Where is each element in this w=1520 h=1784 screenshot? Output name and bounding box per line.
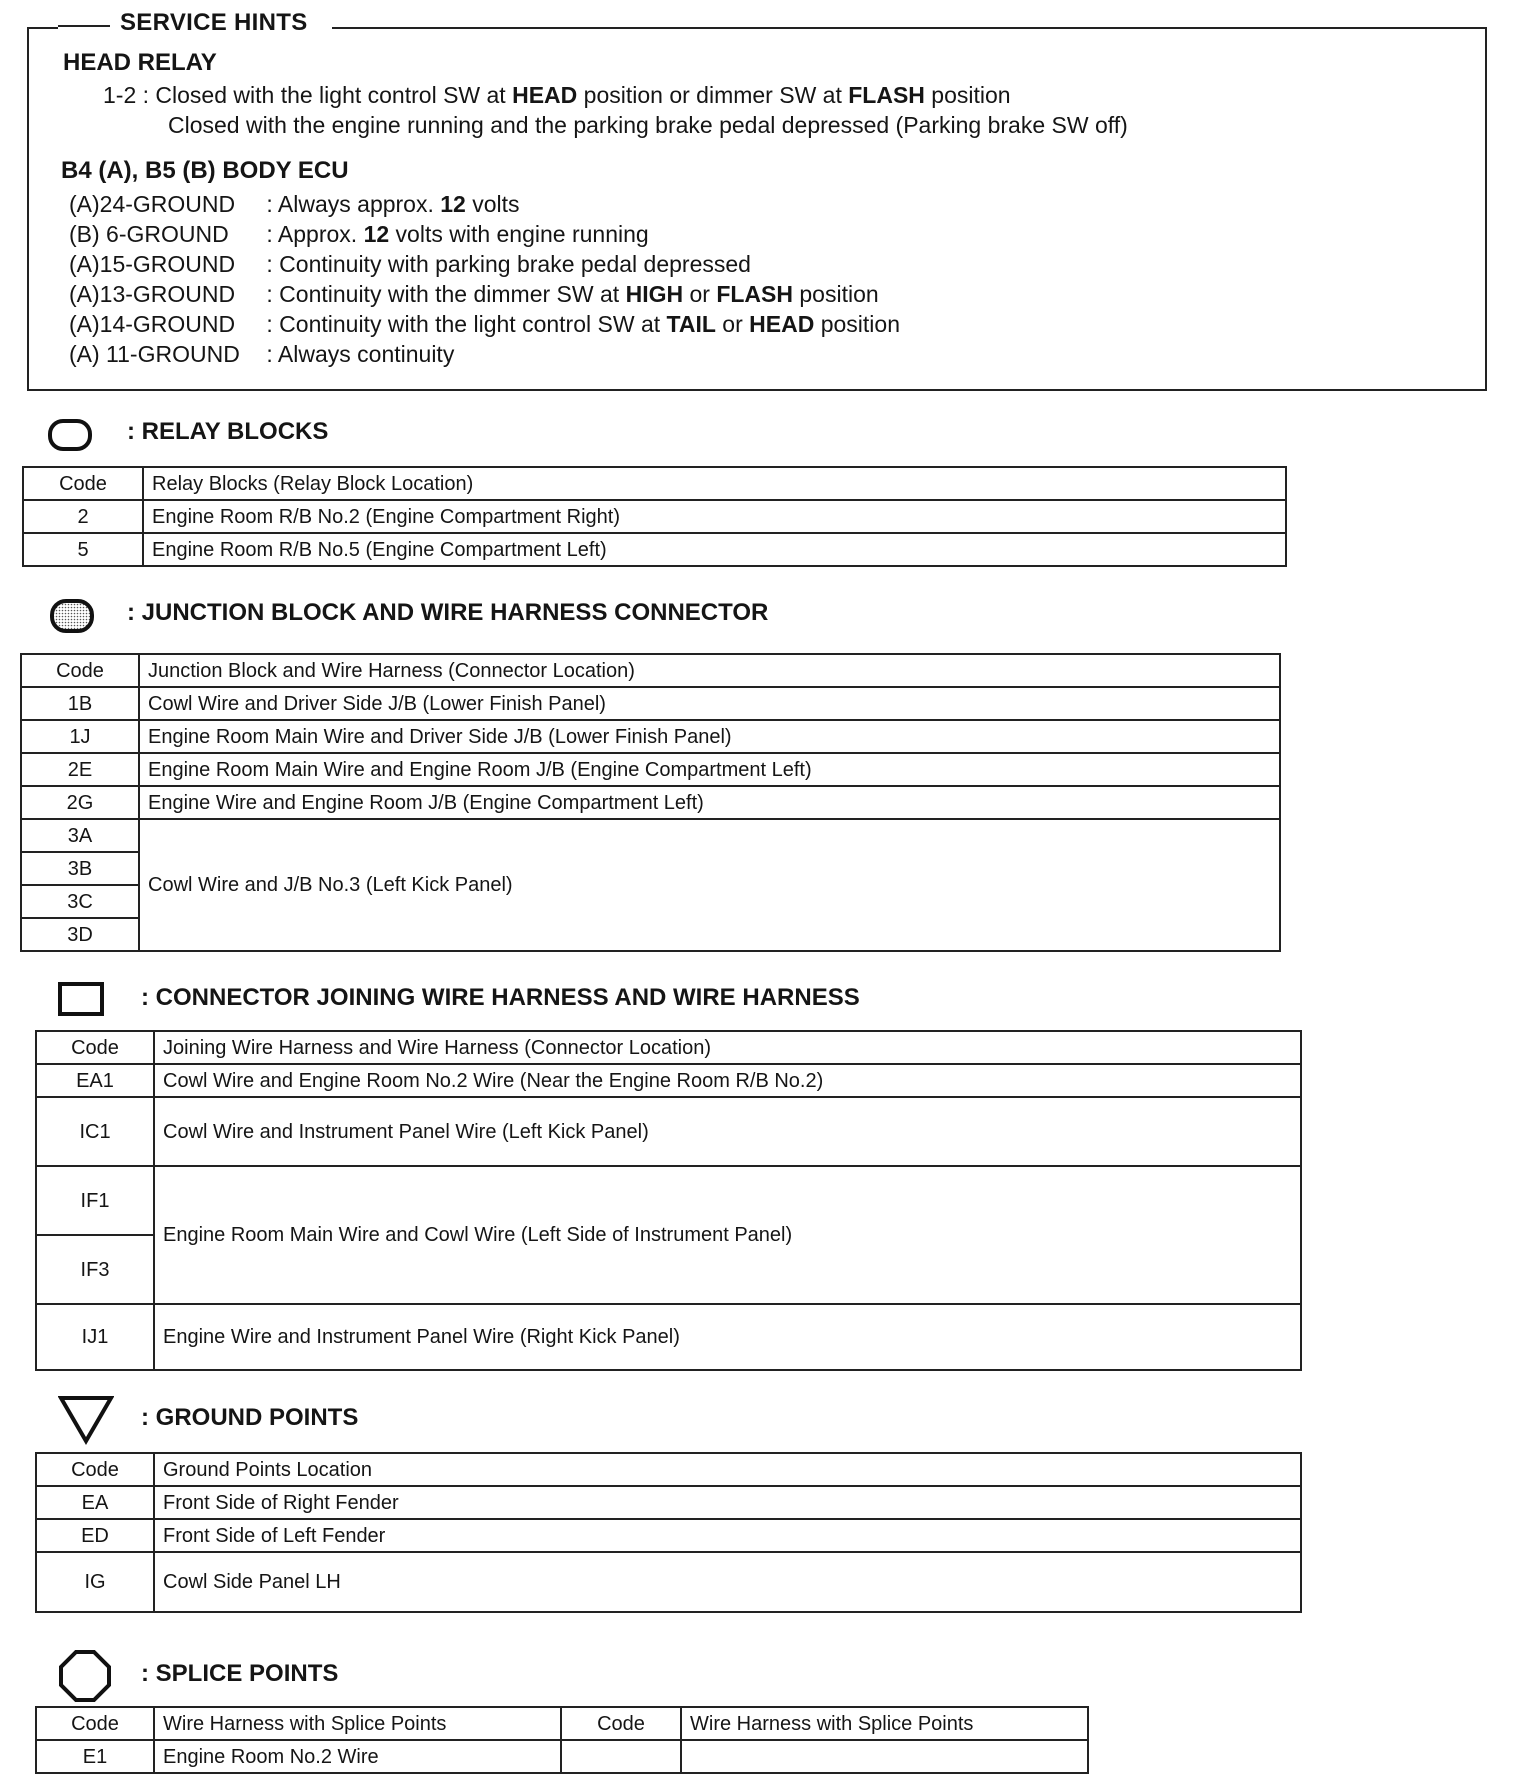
row-code: IF3 (36, 1235, 154, 1304)
table-header-row (36, 1453, 1301, 1486)
text-bold: FLASH (848, 82, 925, 108)
table-header-desc: Joining Wire Harness and Wire Harness (Connector Location) (154, 1031, 1301, 1064)
row-desc (681, 1740, 1088, 1773)
table-row (21, 753, 1280, 786)
row-code: 3A (21, 819, 139, 852)
row-code: 5 (23, 533, 143, 566)
text-bold: HEAD (512, 82, 578, 108)
junction-blocks-table (20, 653, 1281, 952)
row-code: EA (36, 1486, 154, 1519)
row-code: 2 (23, 500, 143, 533)
head-relay-heading: HEAD RELAY (63, 49, 217, 76)
line-code: (B) 6-GROUND (69, 221, 229, 247)
text: position (814, 311, 900, 337)
head-relay-code: 1-2 (103, 82, 137, 108)
text: Always continuity (277, 341, 455, 367)
table-header-row (21, 654, 1280, 687)
table-header-row (23, 467, 1286, 500)
text: position or dimmer SW at (577, 82, 849, 108)
junction-block-symbol-icon (49, 597, 95, 635)
text: Closed with the light control SW at (155, 82, 513, 108)
text-bold: HEAD (749, 311, 815, 337)
table-header-desc: Wire Harness with Splice Points (681, 1707, 1088, 1740)
table-header-desc: Wire Harness with Splice Points (154, 1707, 561, 1740)
row-desc: Front Side of Right Fender (154, 1486, 1301, 1519)
row-desc: Cowl Wire and Instrument Panel Wire (Left Kick Panel) (154, 1097, 1301, 1166)
text: or (715, 311, 750, 337)
line-code: (A)24-GROUND (69, 191, 236, 217)
row-code: IC1 (36, 1097, 154, 1166)
row-desc: Front Side of Left Fender (154, 1519, 1301, 1552)
table-header-code: Code (36, 1031, 154, 1064)
text: Continuity with parking brake pedal depressed (279, 251, 751, 277)
row-desc: Cowl Wire and Engine Room No.2 Wire (Near the Engine Room R/B No.2) (154, 1064, 1301, 1097)
table-row (21, 687, 1280, 720)
text-bold: HIGH (625, 281, 684, 307)
row-desc: Cowl Wire and Driver Side J/B (Lower Finish Panel) (139, 687, 1280, 720)
row-code (561, 1740, 681, 1773)
splice-points-table (35, 1706, 1089, 1774)
row-desc: Engine Room R/B No.5 (Engine Compartment Left) (143, 533, 1286, 566)
table-row (21, 786, 1280, 819)
head-relay-line-2: Closed with the engine running and the parking brake pedal depressed (Parking brake SW off) (168, 112, 1128, 138)
body-ecu-line: (A)14-GROUND : Continuity with the light control SW at TAIL or HEAD position (69, 311, 900, 337)
text: volts with engine running (389, 221, 649, 247)
table-row (36, 1097, 1301, 1166)
row-desc: Cowl Side Panel LH (154, 1552, 1301, 1612)
table-row (36, 1552, 1301, 1612)
table-header-desc: Relay Blocks (Relay Block Location) (143, 467, 1286, 500)
connectors-table (35, 1030, 1302, 1371)
connectors-heading: : CONNECTOR JOINING WIRE HARNESS AND WIRE HARNESS (141, 984, 860, 1011)
table-row (36, 1519, 1301, 1552)
connector-symbol-icon (58, 982, 104, 1016)
junction-blocks-heading: : JUNCTION BLOCK AND WIRE HARNESS CONNECTOR (127, 599, 769, 626)
table-row (23, 500, 1286, 533)
row-desc: Engine Wire and Instrument Panel Wire (Right Kick Panel) (154, 1304, 1301, 1370)
row-code: E1 (36, 1740, 154, 1773)
row-code: ED (36, 1519, 154, 1552)
body-ecu-heading: B4 (A), B5 (B) BODY ECU (61, 157, 349, 184)
splice-points-heading: : SPLICE POINTS (141, 1660, 339, 1687)
body-ecu-line: (A)15-GROUND : Continuity with parking brake pedal depressed (69, 251, 751, 277)
relay-blocks-table (22, 466, 1287, 567)
text: Approx. (277, 221, 364, 247)
splice-point-symbol-icon (58, 1649, 112, 1703)
table-header-code: Code (36, 1707, 154, 1740)
body-ecu-line: (A) 11-GROUND : Always continuity (69, 341, 455, 367)
row-code: 1B (21, 687, 139, 720)
text: volts (465, 191, 520, 217)
table-header-row (36, 1707, 1088, 1740)
row-desc: Engine Room Main Wire and Engine Room J/B (Engine Compartment Left) (139, 753, 1280, 786)
table-header-code: Code (36, 1453, 154, 1486)
text-bold: 12 (363, 221, 390, 247)
line-code: (A)14-GROUND (69, 311, 236, 337)
text: position (792, 281, 879, 307)
table-row (36, 1064, 1301, 1097)
table-row (36, 1486, 1301, 1519)
table-row (21, 720, 1280, 753)
service-hints-title: SERVICE HINTS (58, 9, 332, 37)
row-desc: Engine Room Main Wire and Cowl Wire (Left Side of Instrument Panel) (154, 1166, 1301, 1304)
text: or (683, 281, 717, 307)
body-ecu-line: (B) 6-GROUND : Approx. 12 volts with engine running (69, 221, 649, 247)
text-bold: TAIL (666, 311, 716, 337)
row-code: IJ1 (36, 1304, 154, 1370)
text: position (924, 82, 1011, 108)
ground-points-table (35, 1452, 1302, 1613)
row-code: 3D (21, 918, 139, 951)
row-code: 3C (21, 885, 139, 918)
relay-block-symbol-icon (47, 418, 93, 452)
row-code: IG (36, 1552, 154, 1612)
table-header-row (36, 1031, 1301, 1064)
line-code: (A)15-GROUND (69, 251, 236, 277)
row-desc: Engine Room No.2 Wire (154, 1740, 561, 1773)
row-desc: Cowl Wire and J/B No.3 (Left Kick Panel) (139, 819, 1280, 951)
ground-points-heading: : GROUND POINTS (141, 1404, 359, 1431)
text: Continuity with the light control SW at (279, 311, 667, 337)
table-row (36, 1304, 1301, 1370)
relay-blocks-heading: : RELAY BLOCKS (127, 418, 329, 445)
row-code: 1J (21, 720, 139, 753)
text: Always approx. (277, 191, 441, 217)
table-row (36, 1166, 1301, 1235)
text: Continuity with the dimmer SW at (279, 281, 626, 307)
row-code: EA1 (36, 1064, 154, 1097)
row-code: 2G (21, 786, 139, 819)
row-code: IF1 (36, 1166, 154, 1235)
table-row (21, 819, 1280, 852)
table-header-desc: Ground Points Location (154, 1453, 1301, 1486)
row-code: 3B (21, 852, 139, 885)
table-header-code: Code (21, 654, 139, 687)
head-relay-line-1: 1-2 : Closed with the light control SW at HEAD position or dimmer SW at FLASH position (103, 82, 1011, 108)
body-ecu-line: (A)24-GROUND : Always approx. 12 volts (69, 191, 520, 217)
table-row (36, 1740, 1088, 1773)
row-desc: Engine Room R/B No.2 (Engine Compartment Right) (143, 500, 1286, 533)
line-code: (A) 11-GROUND (69, 341, 240, 367)
table-row (23, 533, 1286, 566)
table-header-desc: Junction Block and Wire Harness (Connector Location) (139, 654, 1280, 687)
row-desc: Engine Room Main Wire and Driver Side J/B (Lower Finish Panel) (139, 720, 1280, 753)
ground-point-symbol-icon (58, 1395, 114, 1445)
line-code: (A)13-GROUND (69, 281, 236, 307)
row-code: 2E (21, 753, 139, 786)
table-header-code: Code (23, 467, 143, 500)
table-header-code: Code (561, 1707, 681, 1740)
body-ecu-line: (A)13-GROUND : Continuity with the dimmer SW at HIGH or FLASH position (69, 281, 879, 307)
text-bold: 12 (440, 191, 466, 217)
row-desc: Engine Wire and Engine Room J/B (Engine Compartment Left) (139, 786, 1280, 819)
text-bold: FLASH (716, 281, 793, 307)
